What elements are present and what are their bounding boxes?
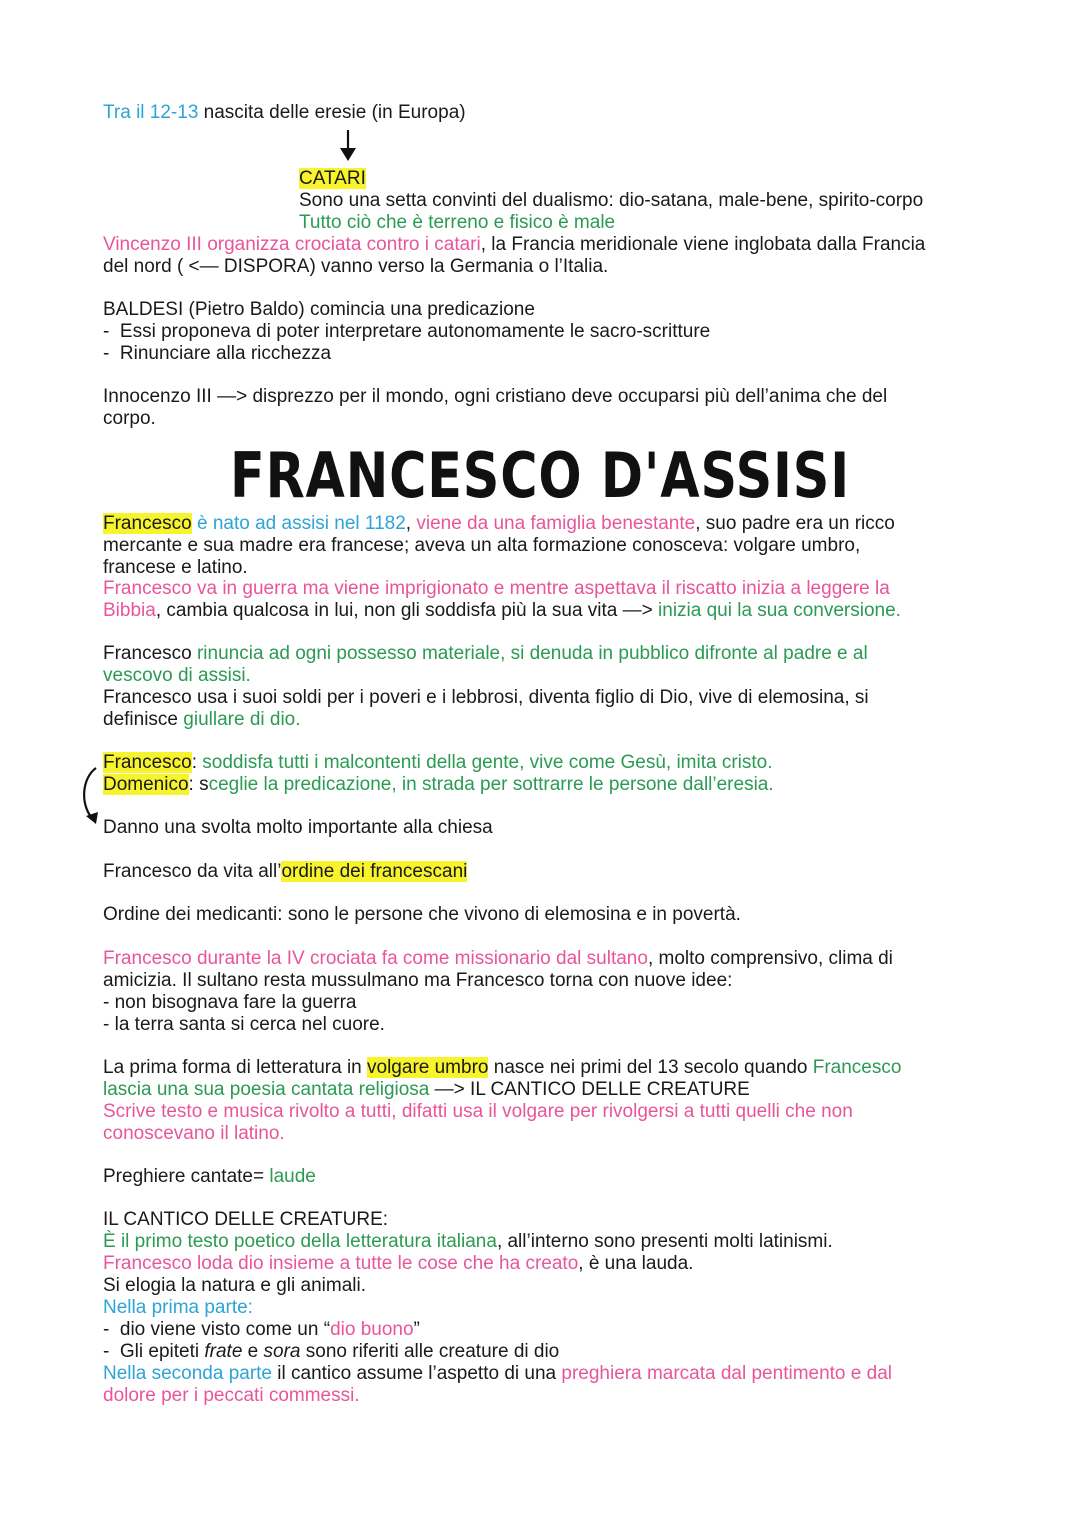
- rinuncia-line-3: Francesco usa i suoi soldi per i poveri e i lebbrosi, diventa figlio di Dio, vive di elemosina, si: [103, 687, 869, 708]
- compare-francesco: Francesco: soddisfa tutti i malcontenti della gente, vive come Gesù, imita cristo.: [103, 752, 773, 773]
- compare-domenico: Domenico: sceglie la predicazione, in strada per sottrarre le persone dall’eresia.: [103, 774, 774, 795]
- letteratura-line-4: conoscevano il latino.: [103, 1123, 285, 1144]
- rinuncia-line-4: definisce giullare di dio.: [103, 709, 301, 730]
- catari-line-2: Tutto ciò che è terreno e fisico è male: [299, 212, 616, 233]
- crociata-line-3: - non bisognava fare la guerra: [103, 992, 357, 1013]
- cantico-heading: IL CANTICO DELLE CREATURE:: [103, 1209, 389, 1230]
- letteratura-line-2: lascia una sua poesia cantata religiosa —> IL CANTICO DELLE CREATURE: [103, 1079, 750, 1100]
- medicanti-line: Ordine dei medicanti: sono le persone che vivono di elemosina e in povertà.: [103, 904, 741, 925]
- cantico-line-3: Si elogia la natura e gli animali.: [103, 1275, 366, 1296]
- bio-line-2: mercante e sua madre era francese; aveva un alta formazione conosceva: volgare umbro,: [103, 535, 861, 556]
- ordine-line: Francesco da vita all’ordine dei francescani: [103, 861, 468, 882]
- bio-line-1: Francesco è nato ad assisi nel 1182, viene da una famiglia benestante, suo padre era un ricco: [103, 513, 895, 534]
- innocenzo-line-1: Innocenzo III —> disprezzo per il mondo, ogni cristiano deve occuparsi più dell’anima che del: [103, 386, 888, 407]
- cantico-line-1: È il primo testo poetico della letteratura italiana, all’interno sono presenti molti latinismi.: [103, 1231, 833, 1252]
- bio-line-3: francese e latino.: [103, 557, 248, 578]
- preghiere-line: Preghiere cantate= laude: [103, 1166, 316, 1187]
- baldesi-item-2: - Rinunciare alla ricchezza: [103, 343, 332, 364]
- rinuncia-line-1: Francesco rinuncia ad ogni possesso materiale, si denuda in pubblico difronte al padre e al: [103, 643, 868, 664]
- baldesi-item-1: - Essi proponeva di poter interpretare autonomamente le sacro-scritture: [103, 321, 711, 342]
- cantico-line-4: Nella prima parte:: [103, 1297, 253, 1318]
- baldesi-heading: BALDESI (Pietro Baldo) comincia una predicazione: [103, 299, 535, 320]
- rinuncia-line-2: vescovo di assisi.: [103, 665, 251, 686]
- page-title: FRANCESCO D'ASSISI: [230, 439, 850, 512]
- cantico-item-2: - Gli epiteti frate e sora sono riferiti alle creature di dio: [103, 1341, 560, 1362]
- innocenzo-line-2: corpo.: [103, 408, 156, 429]
- intro-date: Tra il 12-13: [103, 102, 199, 123]
- crociata-line-2: amicizia. Il sultano resta mussulmano ma Francesco torna con nuove idee:: [103, 970, 733, 991]
- intro-text: nascita delle eresie (in Europa): [198, 102, 466, 123]
- letteratura-line-1: La prima forma di letteratura in volgare umbro nasce nei primi del 13 secolo quando Francesco: [103, 1057, 902, 1078]
- vincenzo-line-1: Vincenzo III organizza crociata contro i catari, la Francia meridionale viene inglobata dalla Francia: [103, 234, 926, 255]
- letteratura-line-3: Scrive testo e musica rivolto a tutti, difatti usa il volgare per rivolgersi a tutti quelli che non: [103, 1101, 853, 1122]
- arrow-down-icon: [337, 130, 359, 162]
- cantico-line-6: dolore per i peccati commessi.: [103, 1385, 360, 1406]
- cantico-line-2: Francesco loda dio insieme a tutte le cose che ha creato, è una lauda.: [103, 1253, 694, 1274]
- bio-line-5: Bibbia, cambia qualcosa in lui, non gli soddisfa più la sua vita —> inizia qui la sua conversione.: [103, 600, 901, 621]
- bio-line-4: Francesco va in guerra ma viene imprigionato e mentre aspettava il riscatto inizia a leggere la: [103, 578, 890, 599]
- svolta-line: Danno una svolta molto importante alla chiesa: [103, 817, 493, 838]
- curved-arrow-icon: [78, 764, 102, 826]
- cantico-item-1: - dio viene visto come un “dio buono”: [103, 1319, 420, 1340]
- intro-line: [103, 102, 466, 124]
- catari-heading: CATARI: [299, 168, 366, 189]
- vincenzo-line-2: del nord ( <— DISPORA) vanno verso la Germania o l’Italia.: [103, 256, 609, 277]
- catari-line-1: Sono una setta convinti del dualismo: dio-satana, male-bene, spirito-corpo: [299, 190, 924, 211]
- cantico-line-5: Nella seconda parte il cantico assume l’aspetto di una preghiera marcata dal pentimento e dal: [103, 1363, 892, 1384]
- crociata-line-1: Francesco durante la IV crociata fa come missionario dal sultano, molto comprensivo, clima di: [103, 948, 893, 969]
- crociata-line-4: - la terra santa si cerca nel cuore.: [103, 1014, 385, 1035]
